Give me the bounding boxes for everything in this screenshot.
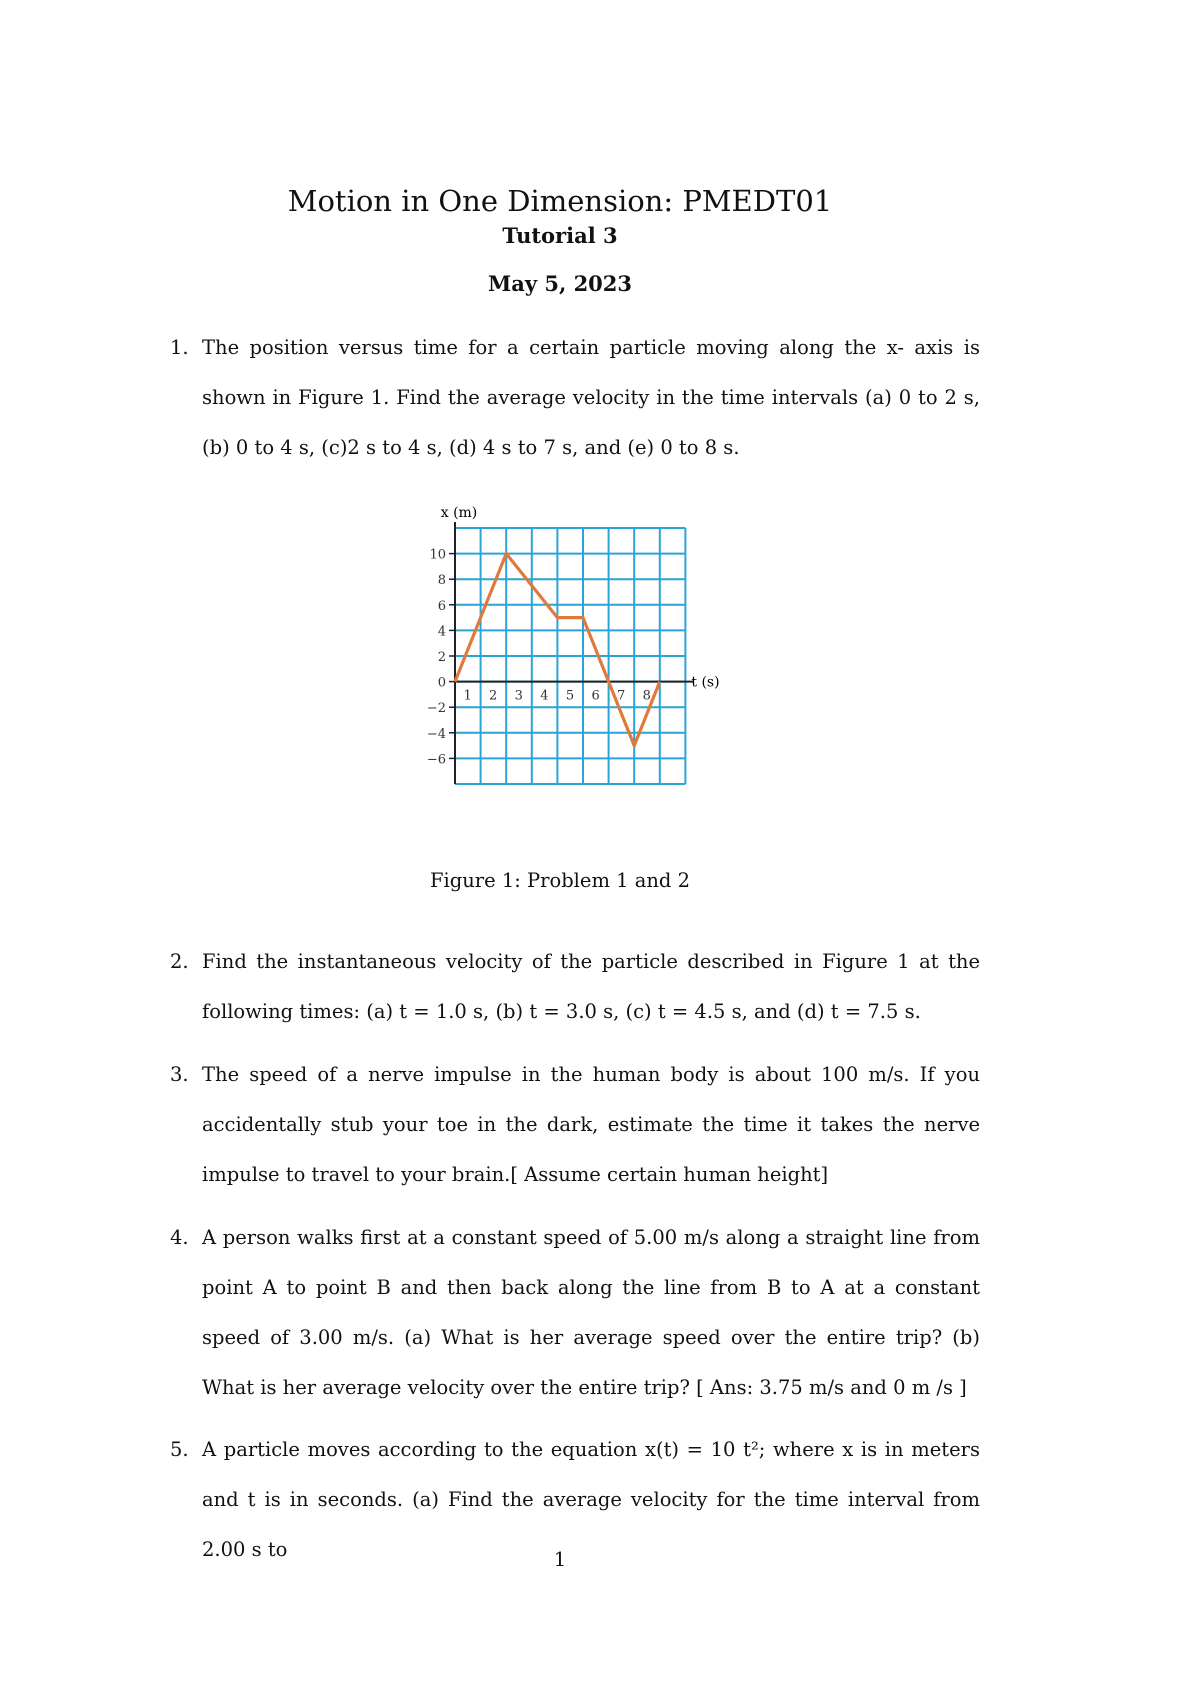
problem-text: Find the instantaneous velocity of the particle described in Figure 1 at the following times: (a) t = 1.0 s, (b) t = 3.0 s, (c) t = 4.5 s, and (d) t = 7.5 s.	[202, 950, 980, 1023]
problem-number: 5.	[170, 1438, 189, 1461]
position-time-graph	[410, 500, 750, 830]
problem-number: 4.	[170, 1226, 189, 1249]
y-tick-label: 6	[437, 598, 446, 614]
y-tick-label: −4	[426, 726, 446, 742]
problem-text: A particle moves according to the equation x(t) = 10 t²; where x is in meters and t is in seconds. (a) Find the average velocity for the time interval from 2.00 s to	[202, 1438, 980, 1561]
y-axis-label: x (m)	[440, 505, 478, 521]
document-subtitle: Tutorial 3	[502, 223, 618, 248]
page-number: 1	[553, 1548, 567, 1571]
problem-text: The position versus time for a certain particle moving along the x- axis is shown in Figure 1. Find the average velocity in the time intervals (a) 0 to 2 s, (b) 0 to 4 s, (c)2 s to 4 s, (d) 4 s to 7 s, and (e) 0 to 8 s.	[202, 336, 980, 459]
chart-tick-labels	[427, 548, 651, 768]
x-tick-label: 5	[565, 688, 575, 704]
y-tick-label: −6	[426, 752, 446, 768]
x-tick-label: 2	[489, 688, 498, 704]
y-tick-label: 0	[437, 675, 446, 691]
x-tick-label: 1	[463, 688, 472, 704]
problem-number: 2.	[170, 950, 189, 973]
problem-number: 1.	[170, 336, 189, 359]
y-tick-label: 10	[429, 547, 446, 563]
chart-grid	[455, 528, 685, 784]
y-tick-label: 4	[437, 624, 446, 640]
document-title: Motion in One Dimension: PMEDT01	[287, 184, 833, 218]
y-tick-label: 2	[437, 650, 446, 665]
x-tick-label: 3	[514, 688, 523, 704]
x-axis-label: t (s)	[691, 674, 720, 691]
chart-axes	[449, 522, 693, 784]
y-tick-label: 8	[437, 573, 446, 589]
x-tick-label: 8	[642, 688, 651, 704]
x-tick-label: 7	[617, 688, 626, 704]
problem-number: 3.	[170, 1063, 189, 1086]
figure-caption: Figure 1: Problem 1 and 2	[429, 869, 691, 892]
y-tick-label: −2	[426, 701, 446, 717]
problem-text: The speed of a nerve impulse in the human body is about 100 m/s. If you accidentally stub your toe in the dark, estimate the time it takes the nerve impulse to travel to your brain.[ Assume certain human height]	[202, 1063, 980, 1186]
x-tick-label: 4	[540, 688, 549, 704]
x-tick-label: 6	[591, 688, 600, 704]
problem-text: A person walks first at a constant speed of 5.00 m/s along a straight line from point A to point B and then back along the line from B to A at a constant speed of 3.00 m/s. (a) What is her average speed over the entire trip? (b) What is her average velocity over the entire trip? [ Ans: 3.75 m/s and 0 m /s ]	[202, 1226, 980, 1399]
document-date: May 5, 2023	[487, 271, 633, 296]
figure-1	[410, 500, 750, 830]
